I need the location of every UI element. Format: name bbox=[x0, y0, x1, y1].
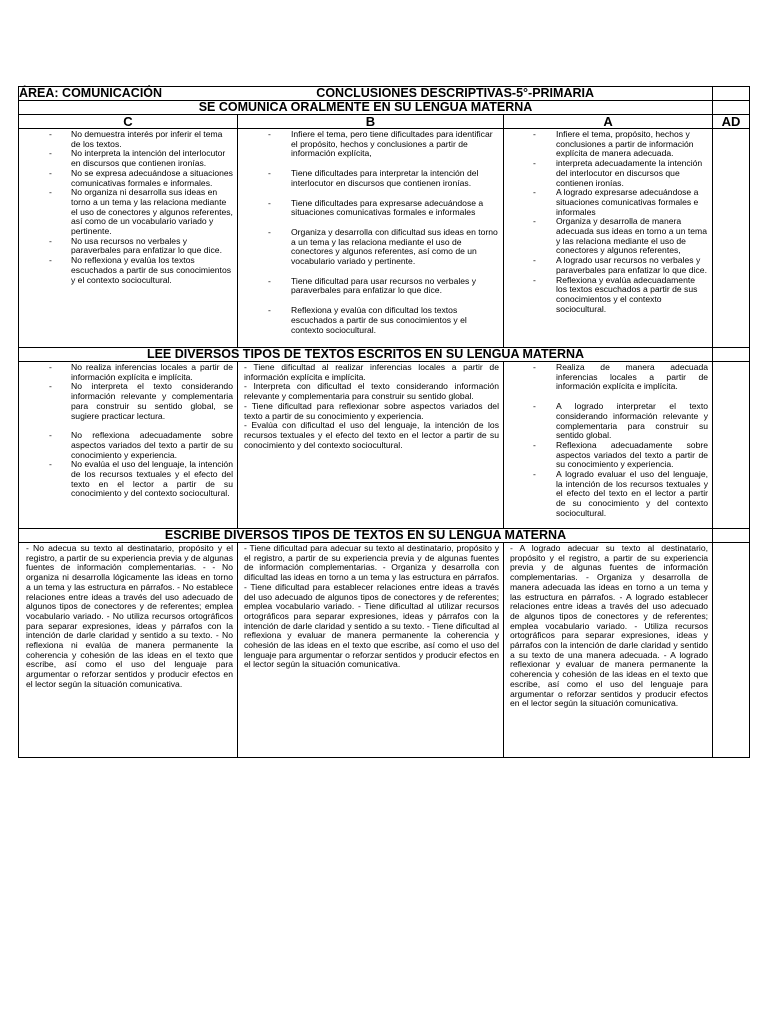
list-item: - A logrado usar recursos no verbales y paraverbales para enfatizar lo que dice. bbox=[504, 256, 708, 275]
oral-level-c-list bbox=[19, 129, 237, 287]
list-item: - No reflexiona y evalúa los textos escuchados a partir de sus conocimientos y el contexto sociocultural. bbox=[19, 256, 233, 285]
write-level-ad-cell bbox=[713, 543, 750, 758]
list-item: - Infiere el tema, propósito, hechos y conclusiones a partir de información explícita de manera adecuada. bbox=[504, 130, 708, 159]
oral-level-a-list bbox=[504, 129, 712, 316]
section-title-row bbox=[19, 348, 750, 362]
list-item: - No interpreta la intención del interlocutor en discursos que contienen ironías. bbox=[19, 149, 233, 168]
read-level-a-list bbox=[504, 362, 712, 521]
level-header-a: A bbox=[504, 115, 713, 129]
section-title-write: ESCRIBE DIVERSOS TIPOS DE TEXTOS EN SU LENGUA MATERNA bbox=[19, 529, 713, 543]
list-item: - interpreta adecuadamente la intención del interlocutor en discursos que contienen ironías. bbox=[504, 159, 708, 188]
list-item: - No reflexiona adecuadamente sobre aspectos variados del texto a partir de su conocimiento y experiencia. bbox=[19, 431, 233, 460]
list-item: - No realiza inferencias locales a partir de información explícita e implícita. bbox=[19, 363, 233, 382]
rubric-sheet bbox=[18, 86, 749, 758]
list-item: - A logrado interpretar el texto considerando información relevante y complementaria para construir su sentido global. bbox=[504, 402, 708, 441]
list-item: - Organiza y desarrolla de manera adecuada sus ideas en torno a un tema y las relaciona mediante el uso de conectores y algunos referentes, bbox=[504, 217, 708, 256]
list-item: - Tiene dificultad para reflexionar sobre aspectos variados del texto a partir de su conocimiento y experiencia. bbox=[244, 400, 499, 421]
list-item: - A logrado evaluar el uso del lenguaje, la intención de los recursos textuales y el efecto del texto en el lector a partir de su conocimiento y del contexto sociocultural. bbox=[504, 470, 708, 519]
header-cell bbox=[19, 87, 713, 101]
write-level-c-text: - No adecua su texto al destinatario, propósito y el registro, a partir de su experiencia previa y de algunas fuentes de información complementarias. - - No organiza ni desarrolla lógicamente las ideas en torno a un tema y las estructura en párrafos. - No establece relaciones entre ideas a través del uso adecuado de algunos tipos de conectores y de referentes; emplea vocabulario variado. - No utiliza recursos ortográficos para separar expresiones, ideas y párrafos con la intención de darle claridad y sentido a su texto. - No reflexiona ni evalúa de manera permanente la coherencia y cohesión de las ideas en el texto que escribe, así como el uso del lenguaje para argumentar o reforzar sentidos y producir efectos en el lector según la situación comunicativa. bbox=[26, 543, 233, 689]
read-level-c-cell bbox=[19, 362, 238, 529]
write-level-c-cell bbox=[19, 543, 238, 758]
list-item: - No usa recursos no verbales y paraverbales para enfatizar lo que dice. bbox=[19, 237, 233, 256]
list-item: - Interpreta con dificultad el texto considerando información relevante y complementaria para construir su sentido global. bbox=[244, 381, 499, 402]
list-item: - Tiene dificultades para interpretar la intención del interlocutor en discursos que contienen ironías. bbox=[238, 169, 499, 188]
read-level-c-list bbox=[19, 362, 237, 501]
read-level-b-text bbox=[238, 362, 503, 452]
section-title-empty-cell bbox=[713, 101, 750, 115]
rubric-table bbox=[18, 86, 750, 758]
list-item: - Infiere el tema, pero tiene dificultades para identificar el propósito, hechos y conclusiones a partir de información explícita, bbox=[238, 130, 499, 159]
list-item: - Tiene dificultad para usar recursos no verbales y paraverbales para enfatizar lo que dice. bbox=[238, 277, 499, 296]
oral-level-b-list bbox=[238, 129, 503, 337]
list-item: - Reflexiona y evalúa con dificultad los textos escuchados a partir de sus conocimientos y el contexto sociocultural. bbox=[238, 306, 499, 335]
oral-level-a-cell bbox=[504, 129, 713, 348]
section-title-row bbox=[19, 529, 750, 543]
list-item: - Organiza y desarrolla con dificultad sus ideas en torno a un tema y las relaciona mediante el uso de conectores y algunos referentes, así como de un vocabulario variado y pertinente. bbox=[238, 228, 499, 267]
header-row bbox=[19, 87, 750, 101]
list-item: - No evalúa el uso del lenguaje, la intención de los recursos textuales y el efecto del texto en el lector a partir de su conocimiento y del contexto sociocultural. bbox=[19, 460, 233, 499]
read-row bbox=[19, 362, 750, 529]
level-header-row bbox=[19, 115, 750, 129]
list-item: - No interpreta el texto considerando información relevante y complementaria para construir su sentido global, se sugiere practicar lectura. bbox=[19, 382, 233, 421]
oral-level-ad-cell bbox=[713, 129, 750, 348]
section-title-empty-cell bbox=[713, 348, 750, 362]
section-title-read: LEE DIVERSOS TIPOS DE TEXTOS ESCRITOS EN SU LENGUA MATERNA bbox=[19, 348, 713, 362]
read-level-b-cell bbox=[238, 362, 504, 529]
write-level-b-cell bbox=[238, 543, 504, 758]
section-title-empty-cell bbox=[713, 529, 750, 543]
area-label: ÁREA: COMUNICACIÓN bbox=[19, 86, 163, 100]
write-level-a-cell bbox=[504, 543, 713, 758]
level-header-b: B bbox=[238, 115, 504, 129]
write-level-a-text: - A logrado adecuar su texto al destinatario, propósito y el registro, a partir de su experiencia previa y de algunas fuentes de información complementarias. - Organiza y desarrolla de manera adecuada las ideas en torno a un tema y las estructura en párrafos. - A logrado establecer relaciones entre ideas a través del uso adecuado de algunos tipos de conectores y de referentes; emplea vocabulario variado. - Utiliza recursos ortográficos para separar expresiones, ideas y párrafos con la intención de darle claridad y sentido a su texto de una manera adecuada. - A logrado reflexionar y evaluar de manera permanente la coherencia y cohesión de las ideas en el texto que escribe, así como el uso del lenguaje para argumentar o reforzar sentidos y producir efectos en el lector según la situación comunicativa. bbox=[510, 543, 709, 709]
header-empty-cell bbox=[713, 87, 750, 101]
list-item: - No demuestra interés por inferir el tema de los textos. bbox=[19, 130, 233, 149]
list-item: - Reflexiona y evalúa adecuadamente los textos escuchados a partir de sus conocimientos y el contexto sociocultural. bbox=[504, 276, 708, 315]
list-item: - Tiene dificultad al realizar inferencias locales a partir de información explícita e implícita. bbox=[244, 362, 499, 382]
section-title-row bbox=[19, 101, 750, 115]
oral-level-b-cell bbox=[238, 129, 504, 348]
read-level-a-cell bbox=[504, 362, 713, 529]
section-title-oral: SE COMUNICA ORALMENTE EN SU LENGUA MATERNA bbox=[19, 101, 713, 115]
oral-row bbox=[19, 129, 750, 348]
read-level-ad-cell bbox=[713, 362, 750, 529]
level-header-ad: AD bbox=[713, 115, 750, 129]
write-row bbox=[19, 543, 750, 758]
list-item: - Reflexiona adecuadamente sobre aspectos variados del texto a partir de su conocimiento y experiencia. bbox=[504, 441, 708, 470]
oral-level-c-cell bbox=[19, 129, 238, 348]
list-item: - No organiza ni desarrolla sus ideas en torno a un tema y las relaciona mediante el uso de conectores y algunos referentes, así como de un vocabulario variado y pertinente. bbox=[19, 188, 233, 237]
list-item: - No se expresa adecuándose a situaciones comunicativas formales e informales. bbox=[19, 169, 233, 188]
write-level-b-text: - Tiene dificultad para adecuar su texto al destinatario, propósito y el registro, a partir de su experiencia previa y de algunas fuentes de información complementarias. - Organiza y desarrolla con dificultad las ideas en torno a un tema y las estructura en párrafos. - Tiene dificultad para establecer relaciones entre ideas a través del uso adecuado de algunos tipos de conectores y de referentes; emplea vocabulario variado. - Tiene dificultad al utilizar recursos ortográficos para separar expresiones, ideas y párrafos con la intención de darle claridad y sentido a su texto. - Tiene dificultad al reflexiona y evaluar de manera permanente la coherencia y cohesión de las ideas en el texto que escribe, así como el uso del lenguaje para argumentar o reforzar sentidos y producir efectos en el lector según la situación comunicativa. bbox=[244, 543, 499, 670]
list-item: - Evalúa con dificultad el uso del lenguaje, la intención de los recursos textuales y el efecto del texto en el lector a partir de su conocimiento y del contexto sociocultural. bbox=[244, 420, 499, 450]
list-item: - Realiza de manera adecuada inferencias locales a partir de información explícita e implícita. bbox=[504, 363, 708, 392]
list-item: - A logrado expresarse adecuándose a situaciones comunicativas formales e informales bbox=[504, 188, 708, 217]
list-item: - Tiene dificultades para expresarse adecuándose a situaciones comunicativas formales e informales bbox=[238, 199, 499, 218]
document-title: CONCLUSIONES DESCRIPTIVAS-5°-PRIMARIA bbox=[316, 86, 595, 100]
level-header-c: C bbox=[19, 115, 238, 129]
